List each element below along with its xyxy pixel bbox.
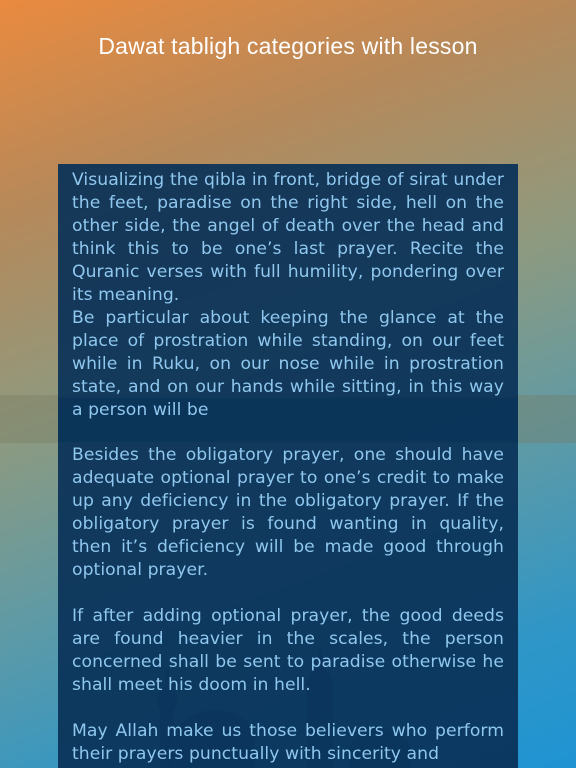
page-title: Dawat tabligh categories with lesson: [98, 33, 478, 59]
lesson-paragraph: Be particular about keeping the glance at the place of prostration while standing, on our feet while in Ruku, on our nose while in prostration state, and on our hands while sitting, in this way a person will be: [72, 308, 504, 420]
lesson-paragraph: Besides the obligatory prayer, one should have adequate optional prayer to one’s credit to make up any deficiency in the obligatory prayer. If the obligatory prayer is found wanting in quality, then it’s deficiency will be made good through optional prayer.: [72, 445, 504, 580]
lesson-paragraph: Visualizing the qibla in front, bridge of sirat under the feet, paradise on the right side, hell on the other side, the angel of death over the head and think this to be one’s last prayer. Recite the Quranic verses with full humility, pondering over its meaning.: [72, 170, 504, 305]
lesson-paragraph: If after adding optional prayer, the good deeds are found heavier in the scales, the person concerned shall be sent to paradise otherwise he shall meet his doom in hell.: [72, 606, 504, 695]
lesson-paragraph: May Allah make us those believers who perform their prayers punctually with sincerity and: [72, 721, 504, 764]
